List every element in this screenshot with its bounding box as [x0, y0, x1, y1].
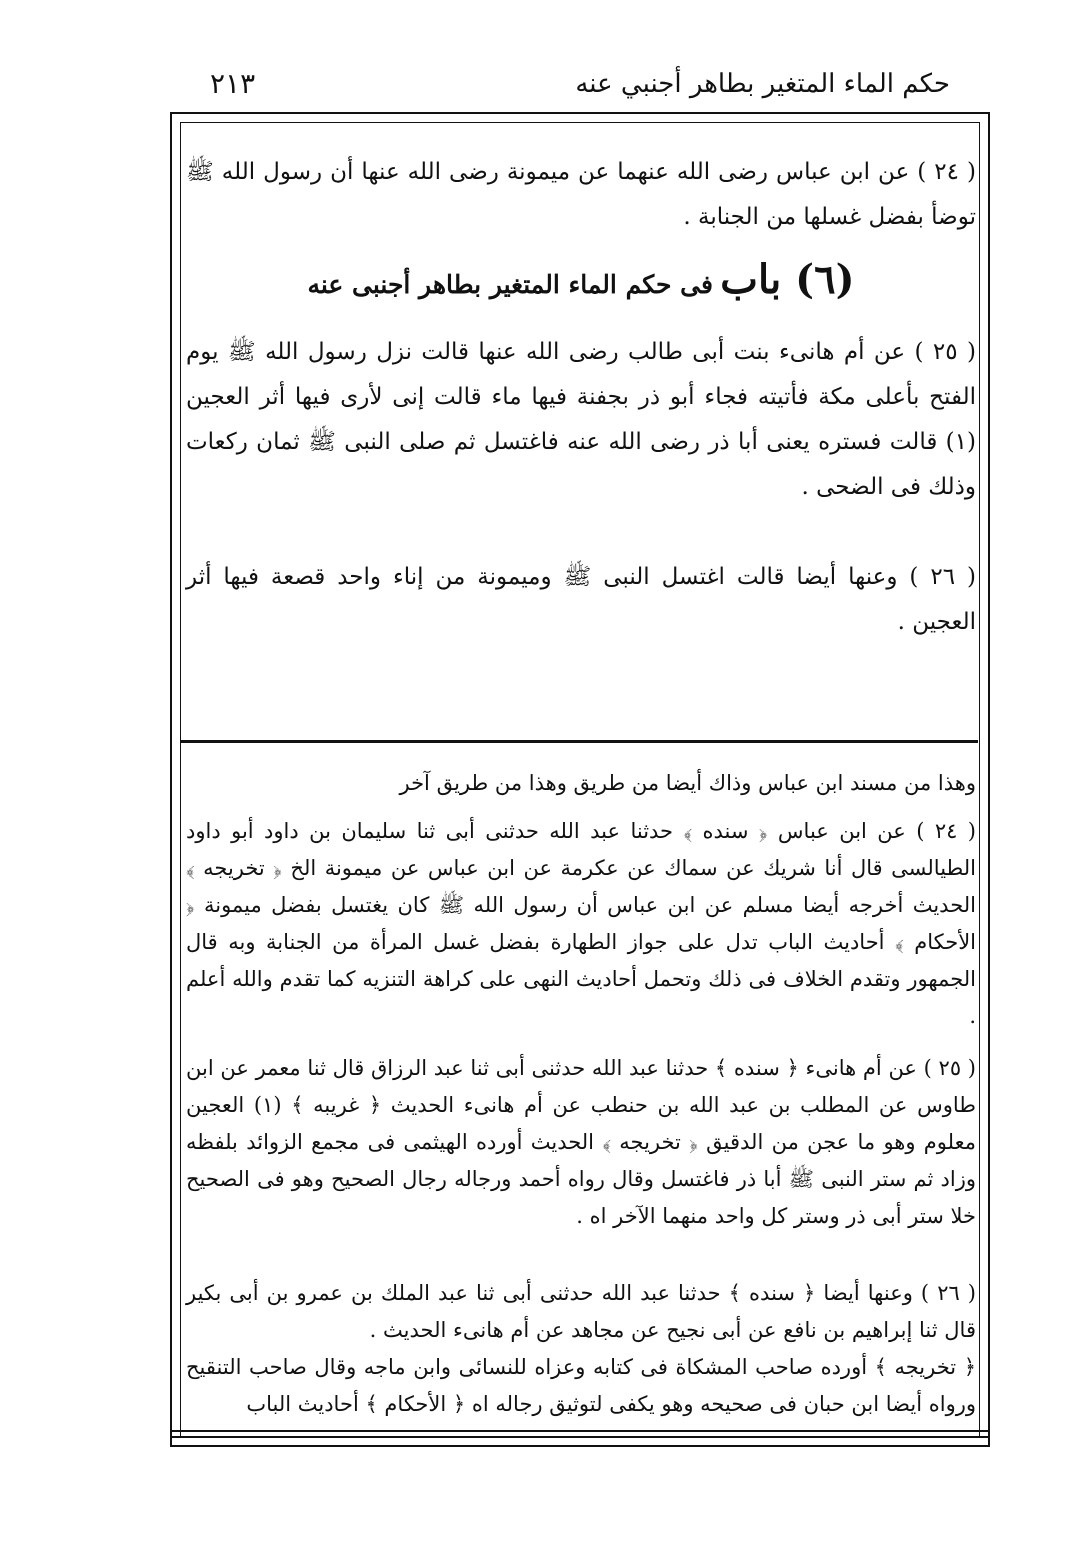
commentary-note-26: ( ٢٦ ) وعنها أيضا ﴿ سنده ﴾ حدثنا عبد الله حدثنى أبى ثنا عبد الملك بن عمرو بن أبى بكير قال ثنا إبراهيم بن نافع عن أبى نجيح عن مجاهد عن أم هانىء الحديث .: [186, 1281, 977, 1342]
commentary: [186, 765, 976, 1423]
section-divider: [180, 740, 978, 743]
chapter-subtitle: فى حكم الماء المتغير بطاهر أجنبى عنه: [307, 270, 713, 299]
running-header: [170, 64, 990, 104]
chapter-heading: [186, 240, 976, 330]
commentary-intro: وهذا من مسند ابن عباس وذاك أيضا من طريق وهذا من طريق آخر: [399, 771, 976, 795]
hadith-24: ( ٢٤ ) عن ابن عباس رضى الله عنهما عن ميمونة رضى الله عنها أن رسول الله ﷺ توضأ بفضل غسلها من الجنابة .: [186, 159, 976, 230]
hadith-26: ( ٢٦ ) وعنها أيضا قالت اغتسل النبى ﷺ وميمونة من إناء واحد قصعة فيها أثر العجين .: [186, 564, 976, 635]
footer-rule: [170, 1430, 990, 1432]
page-number: ٢١٣: [210, 67, 256, 100]
main-text: [186, 150, 976, 645]
commentary-note-26-takhrij: ﴿ تخريجه ﴾ أورده صاحب المشكاة فى كتابه وعزاه للنسائى وابن ماجه وقال صاحب التنقيح ورواه أيضا ابن حبان فى صحيحه وهو يكفى لتوثيق رجاله اه ﴿ الأحكام ﴾ أحاديث الباب: [186, 1355, 976, 1416]
chapter-title: (٦) باب: [720, 256, 855, 303]
commentary-note-24: ( ٢٤ ) عن ابن عباس ﴿ سنده ﴾ حدثنا عبد الله حدثنى أبى ثنا سليمان بن داود أبو داود الطيالسى قال أنا شريك عن سماك عن عكرمة عن ابن عباس عن ميمونة الخ ﴿ تخريجه ﴾ الحديث أخرجه أيضا مسلم عن ابن عباس أن رسول الله ﷺ كان يغتسل بفضل ميمونة ﴿ الأحكام ﴾ أحاديث الباب تدل على جواز الطهارة بفضل غسل المرأة من الجنابة وبه قال الجمهور وتقدم الخلاف فى ذلك وتحمل أحاديث النهى على كراهة التنزيه كما تقدم والله أعلم .: [186, 819, 976, 1028]
footer-rule-double: [170, 1436, 990, 1438]
commentary-note-25: ( ٢٥ ) عن أم هانىء ﴿ سنده ﴾ حدثنا عبد الله حدثنى أبى ثنا عبد الرزاق قال ثنا معمر عن ابن طاوس عن المطلب بن عبد الله بن حنطب عن أم هانىء الحديث ﴿ غريبه ﴾ (١) العجين معلوم وهو ما عجن من الدقيق ﴿ تخريجه ﴾ الحديث أورده الهيثمى فى مجمع الزوائد بلفظه وزاد ثم ستر النبى ﷺ أبا ذر فاغتسل وقال رواه أحمد ورجاله رجال الصحيح وهو فى الصحيح خلا ستر أبى ذر وستر كل واحد منهما الآخر اه .: [186, 1056, 976, 1228]
running-title: حكم الماء المتغير بطاهر أجنبي عنه: [575, 69, 950, 99]
hadith-25: ( ٢٥ ) عن أم هانىء بنت أبى طالب رضى الله عنها قالت نزل رسول الله ﷺ يوم الفتح بأعلى مكة فأتيته فجاء أبو ذر بجفنة فيها ماء قالت إنى لأرى فيها أثر العجين (١) قالت فستره يعنى أبا ذر رضى الله عنه فاغتسل ثم صلى النبى ﷺ ثمان ركعات وذلك فى الضحى .: [186, 339, 976, 500]
